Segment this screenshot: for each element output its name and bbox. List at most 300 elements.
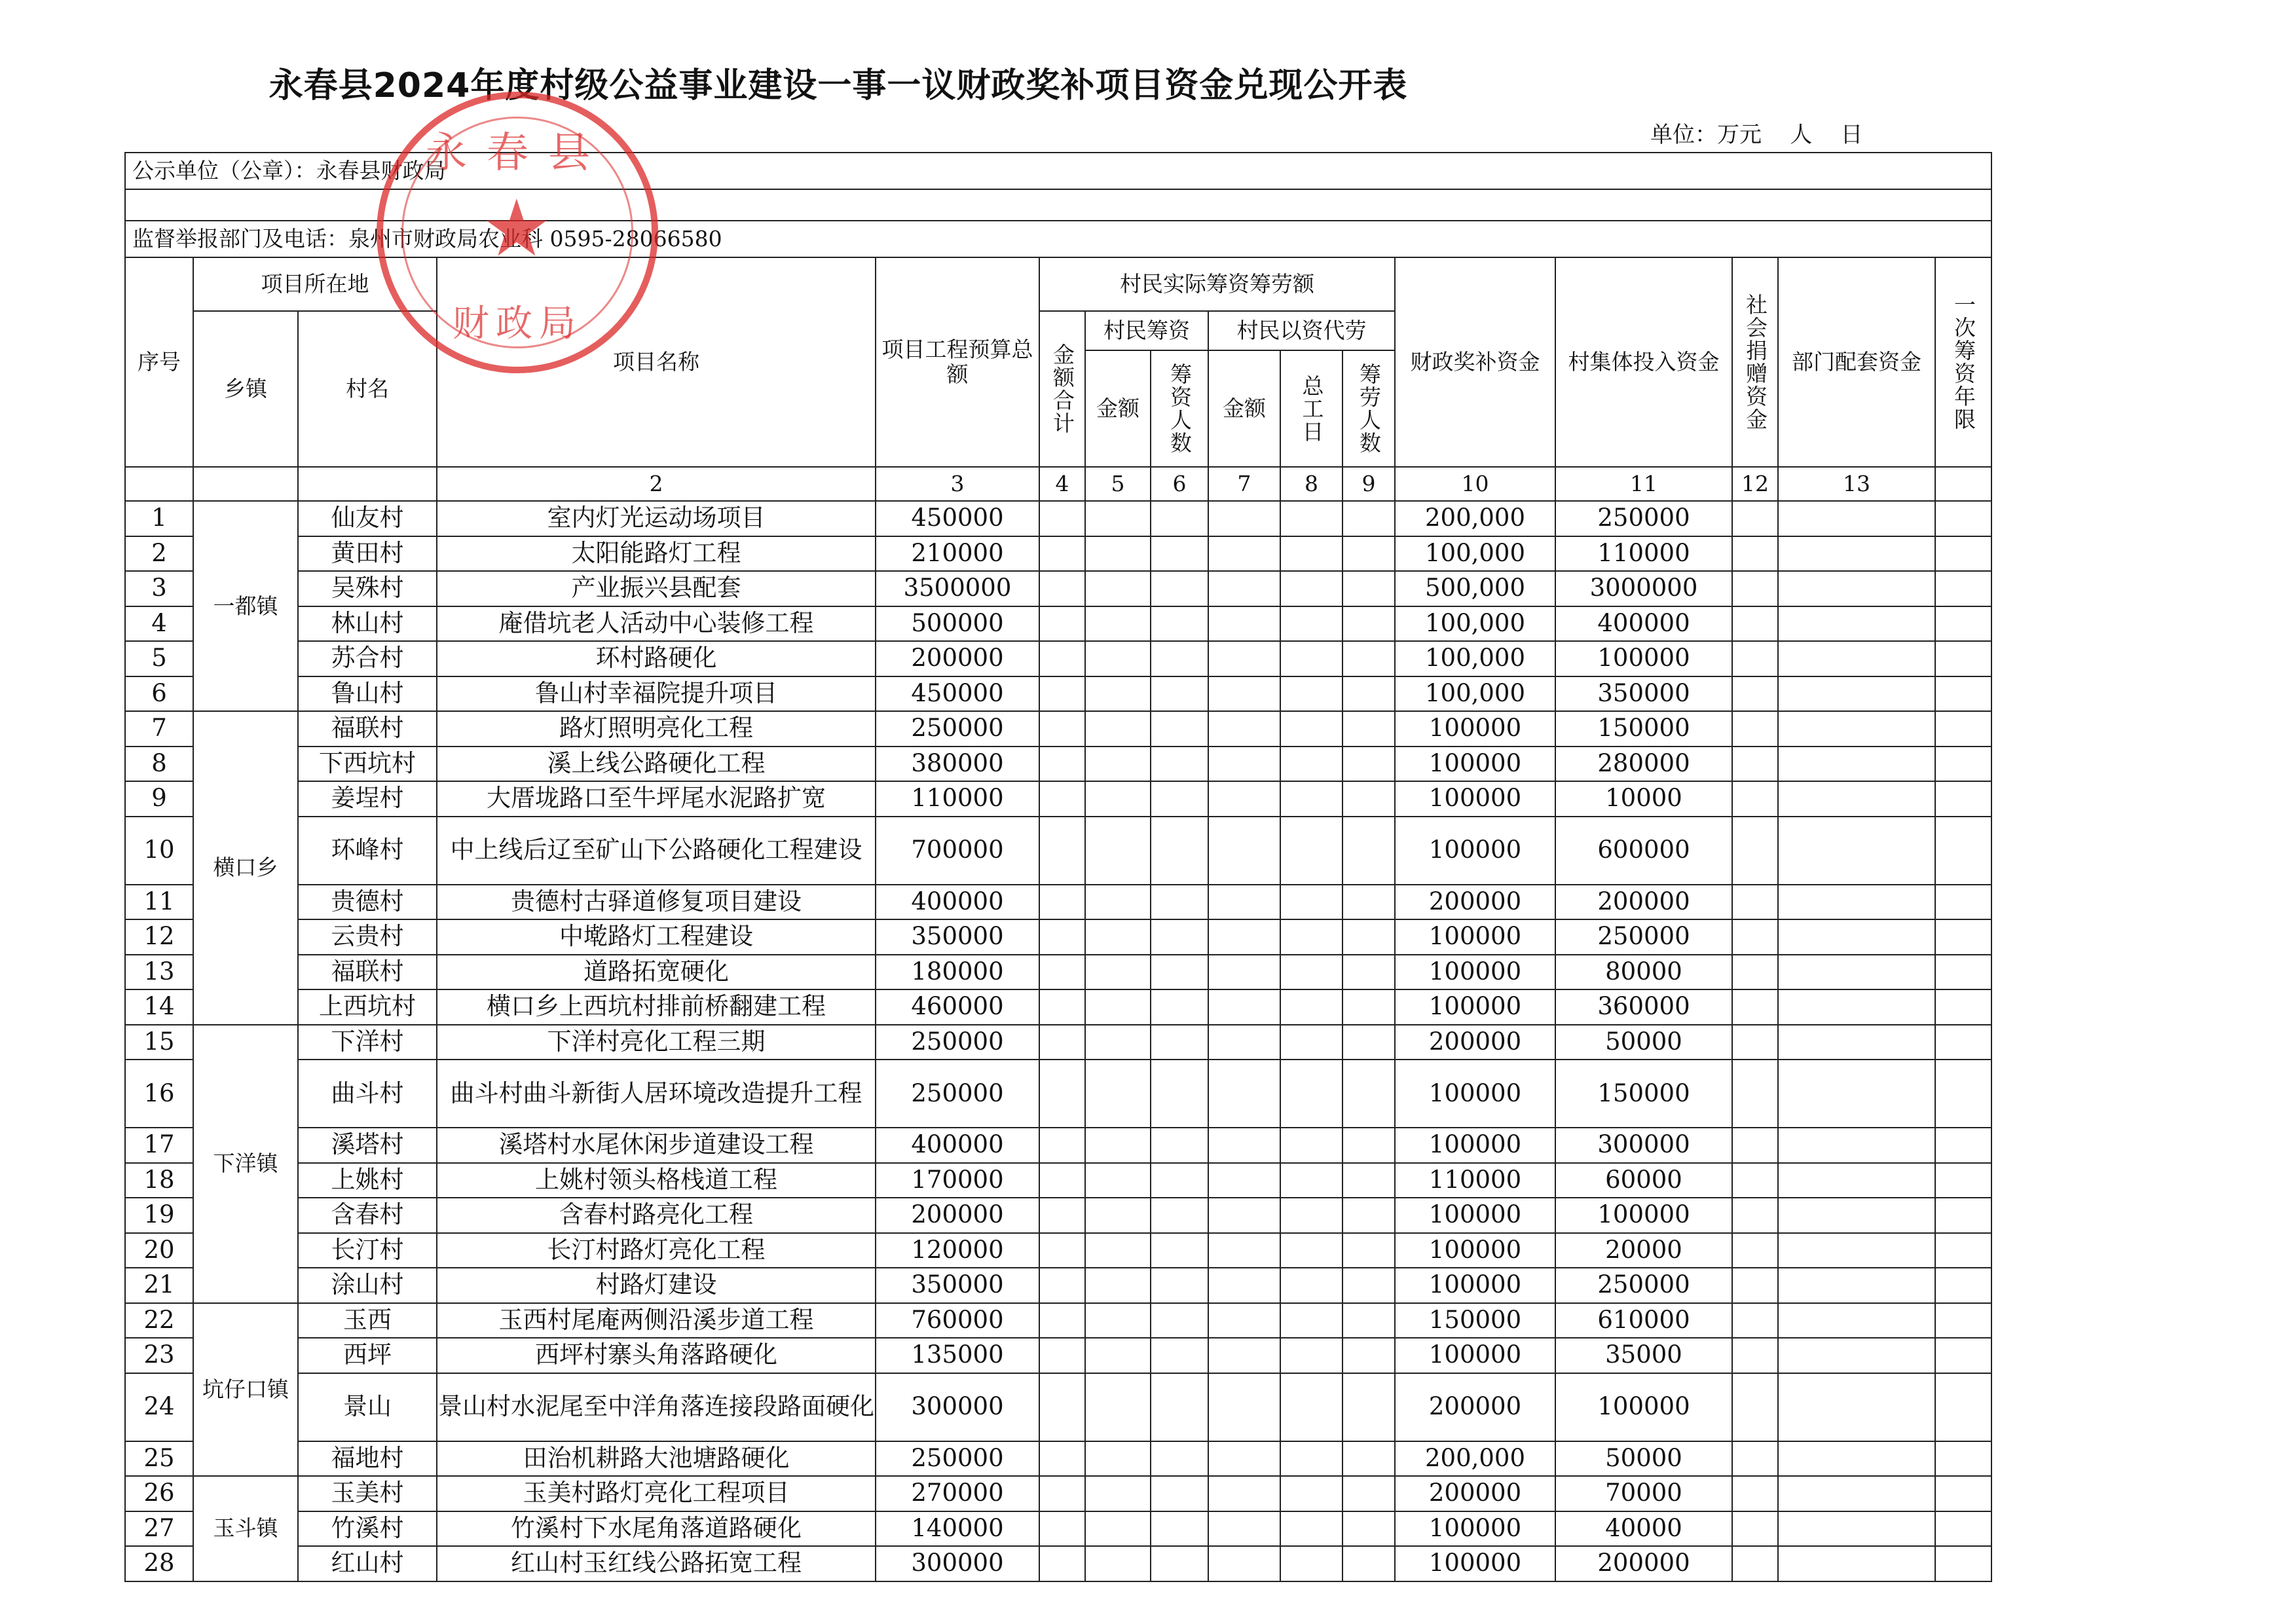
cell-collective-input: 610000 [1555,1303,1732,1338]
table-row [125,711,1991,747]
cell-collective-input: 150000 [1555,711,1732,747]
cell-empty [1935,501,1991,536]
cell-empty [1732,1303,1778,1338]
cell-empty [1342,1476,1395,1511]
cell-empty [1208,1198,1280,1233]
cell-fiscal-award: 100000 [1395,1233,1555,1268]
cell-project-name: 玉西村尾庵两侧沿溪步道工程 [437,1303,876,1338]
cell-empty [1342,817,1395,885]
cell-empty [1039,1163,1085,1198]
cell-empty [1935,989,1991,1025]
cell-empty [1208,1268,1280,1303]
cell-empty [1732,676,1778,712]
cell-fiscal-award: 100000 [1395,817,1555,885]
cell-empty [1280,955,1342,990]
cell-empty [1208,781,1280,817]
table-row [125,1338,1991,1373]
table-row [125,1060,1991,1128]
cell-budget: 700000 [876,817,1039,885]
col-index: 7 [1208,467,1280,501]
cell-empty [1732,1268,1778,1303]
cell-fiscal-award: 100000 [1395,1128,1555,1163]
cell-village: 吴殊村 [298,571,437,606]
cell-empty [1280,676,1342,712]
cell-fiscal-award: 100000 [1395,1060,1555,1128]
cell-budget: 500000 [876,606,1039,642]
cell-project-name: 路灯照明亮化工程 [437,711,876,747]
cell-seq: 13 [125,955,193,990]
cell-collective-input: 70000 [1555,1476,1732,1511]
col-index: 10 [1395,467,1555,501]
cell-empty [1935,1163,1991,1198]
cell-empty [1151,1268,1208,1303]
col-index: 13 [1778,467,1935,501]
table-row [125,1233,1991,1268]
cell-empty [1151,817,1208,885]
col-index: 12 [1732,467,1778,501]
cell-empty [1039,989,1085,1025]
cell-village: 竹溪村 [298,1511,437,1547]
cell-empty [1732,747,1778,782]
cell-fiscal-award: 100000 [1395,781,1555,817]
cell-seq: 18 [125,1163,193,1198]
cell-empty [1085,571,1151,606]
cell-empty [1151,641,1208,676]
cell-seq: 9 [125,781,193,817]
cell-empty [1085,1476,1151,1511]
table-row [125,1546,1991,1581]
cell-empty [1732,885,1778,920]
table-row [125,1511,1991,1547]
cell-empty [1732,606,1778,642]
cell-empty [1085,1441,1151,1477]
cell-empty [1151,1373,1208,1441]
cell-empty [1342,1198,1395,1233]
cell-empty [1342,1373,1395,1441]
cell-village: 溪塔村 [298,1128,437,1163]
cell-seq: 2 [125,536,193,572]
blank-line [125,189,1991,221]
cell-empty [1208,1373,1280,1441]
col-index: 3 [876,467,1039,501]
cell-collective-input: 100000 [1555,1198,1732,1233]
cell-budget: 140000 [876,1511,1039,1547]
cell-village: 福联村 [298,711,437,747]
col-index: 4 [1039,467,1085,501]
cell-budget: 3500000 [876,571,1039,606]
cell-empty [1732,989,1778,1025]
cell-empty [1085,1546,1151,1581]
cell-empty [1085,711,1151,747]
cell-project-name: 中上线后辽至矿山下公路硬化工程建设 [437,817,876,885]
cell-village: 黄田村 [298,536,437,572]
cell-collective-input: 400000 [1555,606,1732,642]
cell-fiscal-award: 100,000 [1395,606,1555,642]
cell-fiscal-award: 100000 [1395,711,1555,747]
cell-empty [1778,1163,1935,1198]
cell-empty [1732,781,1778,817]
page-title: 永春县2024年度村级公益事业建设一事一议财政奖补项目资金兑现公开表 [268,66,1408,105]
cell-empty [1039,1441,1085,1477]
cell-empty [1208,501,1280,536]
cell-empty [1342,711,1395,747]
cell-empty [1039,1128,1085,1163]
cell-project-name: 红山村玉红线公路拓宽工程 [437,1546,876,1581]
cell-seq: 15 [125,1025,193,1060]
cell-empty [1342,955,1395,990]
cell-township: 下洋镇 [193,1025,298,1303]
cell-budget: 250000 [876,1060,1039,1128]
cell-empty [1039,711,1085,747]
cell-empty [1085,1338,1151,1373]
cell-empty [1935,1373,1991,1441]
cell-empty [1778,1546,1935,1581]
table-row [125,747,1991,782]
cell-empty [1085,676,1151,712]
cell-empty [1151,747,1208,782]
cell-empty [1732,1373,1778,1441]
cell-budget: 300000 [876,1373,1039,1441]
cell-empty [1778,781,1935,817]
cell-fiscal-award: 100000 [1395,1511,1555,1547]
cell-collective-input: 360000 [1555,989,1732,1025]
cell-fiscal-award: 100000 [1395,919,1555,955]
table-row [125,781,1991,817]
cell-empty [1039,919,1085,955]
cell-budget: 210000 [876,536,1039,572]
cell-seq: 20 [125,1233,193,1268]
cell-empty [1280,1233,1342,1268]
cell-empty [1085,747,1151,782]
cell-empty [1085,919,1151,955]
cell-fiscal-award: 100000 [1395,989,1555,1025]
header-collective-input: 村集体投入资金 [1555,257,1732,467]
cell-empty [1342,1338,1395,1373]
table-row [125,641,1991,676]
cell-empty [1208,676,1280,712]
cell-seq: 17 [125,1128,193,1163]
cell-project-name: 村路灯建设 [437,1268,876,1303]
cell-village: 曲斗村 [298,1060,437,1128]
cell-empty [1085,1025,1151,1060]
cell-empty [1778,747,1935,782]
cell-empty [1208,885,1280,920]
cell-empty [1935,1025,1991,1060]
cell-empty [1151,781,1208,817]
cell-empty [1778,1060,1935,1128]
cell-budget: 350000 [876,1268,1039,1303]
cell-budget: 250000 [876,711,1039,747]
cell-budget: 760000 [876,1303,1039,1338]
cell-fiscal-award: 500,000 [1395,571,1555,606]
cell-empty [1778,989,1935,1025]
cell-empty [1732,1060,1778,1128]
table-row [125,1198,1991,1233]
cell-empty [1778,1128,1935,1163]
cell-seq: 8 [125,747,193,782]
header-one-time-limit: 一次筹资年限 [1935,257,1991,467]
col-index: 5 [1085,467,1151,501]
cell-empty [1208,989,1280,1025]
cell-empty [1342,1303,1395,1338]
cell-village: 林山村 [298,606,437,642]
cell-collective-input: 600000 [1555,817,1732,885]
cell-village: 西坪 [298,1338,437,1373]
cell-empty [1208,1128,1280,1163]
cell-empty [1151,606,1208,642]
table-row [125,1025,1991,1060]
cell-empty [1085,817,1151,885]
cell-fiscal-award: 100,000 [1395,641,1555,676]
cell-collective-input: 280000 [1555,747,1732,782]
cell-project-name: 溪塔村水尾休闲步道建设工程 [437,1128,876,1163]
cell-empty [1039,676,1085,712]
cell-empty [1778,501,1935,536]
cell-empty [1280,536,1342,572]
table-row [125,1163,1991,1198]
cell-empty [1342,641,1395,676]
cell-empty [1085,1128,1151,1163]
column-index-row [125,467,1991,501]
cell-empty [1732,1546,1778,1581]
cell-fiscal-award: 100,000 [1395,536,1555,572]
cell-empty [1342,676,1395,712]
cell-project-name: 室内灯光运动场项目 [437,501,876,536]
cell-empty [1342,571,1395,606]
cell-empty [1342,1268,1395,1303]
table-row [125,919,1991,955]
cell-empty [1085,885,1151,920]
cell-empty [1778,1198,1935,1233]
cell-seq: 7 [125,711,193,747]
cell-collective-input: 40000 [1555,1511,1732,1547]
cell-empty [1208,1338,1280,1373]
cell-project-name: 玉美村路灯亮化工程项目 [437,1476,876,1511]
cell-empty [1778,1268,1935,1303]
cell-township: 一都镇 [193,501,298,711]
header-villager-funding: 村民筹资 [1085,311,1208,350]
table-row [125,955,1991,990]
cell-collective-input: 60000 [1555,1163,1732,1198]
cell-township: 横口乡 [193,711,298,1025]
cell-empty [1935,1060,1991,1128]
col-index: 11 [1555,467,1732,501]
cell-empty [1280,1476,1342,1511]
cell-village: 下洋村 [298,1025,437,1060]
cell-project-name: 鲁山村幸福院提升项目 [437,676,876,712]
cell-fiscal-award: 110000 [1395,1163,1555,1198]
cell-empty [1342,989,1395,1025]
header-labor-people: 筹劳人数 [1342,350,1395,467]
cell-seq: 16 [125,1060,193,1128]
cell-empty [1778,536,1935,572]
cell-empty [1935,1511,1991,1547]
cell-fiscal-award: 200000 [1395,1373,1555,1441]
header-dept-matching: 部门配套资金 [1778,257,1935,467]
header-township: 乡镇 [193,311,298,467]
cell-project-name: 上姚村领头格栈道工程 [437,1163,876,1198]
funds-table [124,152,1992,1582]
cell-fiscal-award: 200000 [1395,1025,1555,1060]
cell-collective-input: 100000 [1555,1373,1732,1441]
cell-empty [1732,1338,1778,1373]
cell-empty [1732,817,1778,885]
cell-project-name: 庵借坑老人活动中心装修工程 [437,606,876,642]
cell-collective-input: 20000 [1555,1233,1732,1268]
cell-project-name: 西坪村寨头角落路硬化 [437,1338,876,1373]
cell-fiscal-award: 200000 [1395,1476,1555,1511]
cell-empty [1342,1163,1395,1198]
cell-seq: 10 [125,817,193,885]
cell-budget: 270000 [876,1476,1039,1511]
cell-fiscal-award: 200,000 [1395,501,1555,536]
header-seq: 序号 [125,257,193,467]
cell-empty [1935,1268,1991,1303]
cell-budget: 120000 [876,1233,1039,1268]
header-budget: 项目工程预算总额 [876,257,1039,467]
cell-collective-input: 350000 [1555,676,1732,712]
cell-empty [1208,1476,1280,1511]
cell-empty [1280,1338,1342,1373]
cell-empty [1280,1373,1342,1441]
cell-empty [1280,817,1342,885]
cell-village: 长汀村 [298,1233,437,1268]
cell-seq: 25 [125,1441,193,1477]
table-row [125,1441,1991,1477]
cell-empty [1208,1233,1280,1268]
cell-empty [1151,1338,1208,1373]
cell-collective-input: 250000 [1555,1268,1732,1303]
cell-project-name: 产业振兴县配套 [437,571,876,606]
cell-empty [1085,501,1151,536]
cell-collective-input: 80000 [1555,955,1732,990]
cell-empty [1732,501,1778,536]
header-amount-b: 金额 [1208,350,1280,467]
cell-budget: 450000 [876,676,1039,712]
cell-village: 玉西 [298,1303,437,1338]
cell-empty [1280,885,1342,920]
cell-empty [1039,1233,1085,1268]
cell-empty [1039,1476,1085,1511]
header-project-name: 项目名称 [437,257,876,467]
cell-empty [1342,1546,1395,1581]
cell-empty [1085,955,1151,990]
cell-seq: 6 [125,676,193,712]
col-index: 2 [437,467,876,501]
cell-empty [1208,919,1280,955]
cell-empty [1280,711,1342,747]
cell-empty [1732,1128,1778,1163]
cell-empty [1151,1198,1208,1233]
cell-budget: 200000 [876,641,1039,676]
cell-empty [1342,919,1395,955]
cell-project-name: 横口乡上西坑村排前桥翻建工程 [437,989,876,1025]
cell-collective-input: 50000 [1555,1025,1732,1060]
table-row [125,571,1991,606]
cell-budget: 450000 [876,501,1039,536]
cell-empty [1151,676,1208,712]
cell-seq: 14 [125,989,193,1025]
cell-seq: 27 [125,1511,193,1547]
cell-empty [1935,571,1991,606]
cell-empty [1151,501,1208,536]
cell-empty [1732,1025,1778,1060]
cell-empty [1342,1441,1395,1477]
cell-empty [1342,1060,1395,1128]
cell-village: 上西坑村 [298,989,437,1025]
cell-village: 仙友村 [298,501,437,536]
table-body [125,501,1991,1581]
cell-empty [1280,1441,1342,1477]
cell-budget: 400000 [876,885,1039,920]
cell-empty [1280,1303,1342,1338]
cell-project-name: 曲斗村曲斗新街人居环境改造提升工程 [437,1060,876,1128]
cell-project-name: 含春村路亮化工程 [437,1198,876,1233]
table-row [125,1128,1991,1163]
cell-empty [1342,1025,1395,1060]
table-row [125,1373,1991,1441]
cell-collective-input: 300000 [1555,1128,1732,1163]
cell-empty [1342,606,1395,642]
header-villager-funds: 村民实际筹资筹劳额 [1039,257,1395,311]
cell-empty [1342,781,1395,817]
cell-empty [1280,1511,1342,1547]
cell-empty [1935,1441,1991,1477]
cell-budget: 380000 [876,747,1039,782]
official-seal: 永春县 ★ 财政局 [377,92,658,373]
cell-budget: 170000 [876,1163,1039,1198]
cell-empty [1151,1546,1208,1581]
cell-empty [1039,1338,1085,1373]
cell-fiscal-award: 100000 [1395,1198,1555,1233]
cell-empty [1342,1233,1395,1268]
cell-empty [1208,606,1280,642]
cell-empty [1778,1441,1935,1477]
cell-empty [1732,711,1778,747]
cell-budget: 250000 [876,1025,1039,1060]
cell-empty [1280,1060,1342,1128]
cell-empty [1778,606,1935,642]
cell-empty [1280,1025,1342,1060]
cell-empty [1151,989,1208,1025]
cell-empty [1085,781,1151,817]
cell-empty [1935,781,1991,817]
cell-empty [1039,1303,1085,1338]
cell-empty [1935,676,1991,712]
cell-empty [1342,885,1395,920]
cell-project-name: 太阳能路灯工程 [437,536,876,572]
cell-empty [1280,747,1342,782]
cell-project-name: 溪上线公路硬化工程 [437,747,876,782]
cell-village: 姜埕村 [298,781,437,817]
cell-empty [1151,1025,1208,1060]
cell-empty [1935,1198,1991,1233]
cell-village: 环峰村 [298,817,437,885]
cell-village: 鲁山村 [298,676,437,712]
cell-empty [1208,1546,1280,1581]
cell-seq: 23 [125,1338,193,1373]
cell-collective-input: 150000 [1555,1060,1732,1128]
cell-empty [1935,885,1991,920]
cell-empty [1732,536,1778,572]
cell-empty [1208,955,1280,990]
cell-empty [1778,1476,1935,1511]
cell-empty [1935,536,1991,572]
cell-village: 景山 [298,1373,437,1441]
cell-village: 含春村 [298,1198,437,1233]
cell-empty [1208,1060,1280,1128]
cell-empty [1935,747,1991,782]
